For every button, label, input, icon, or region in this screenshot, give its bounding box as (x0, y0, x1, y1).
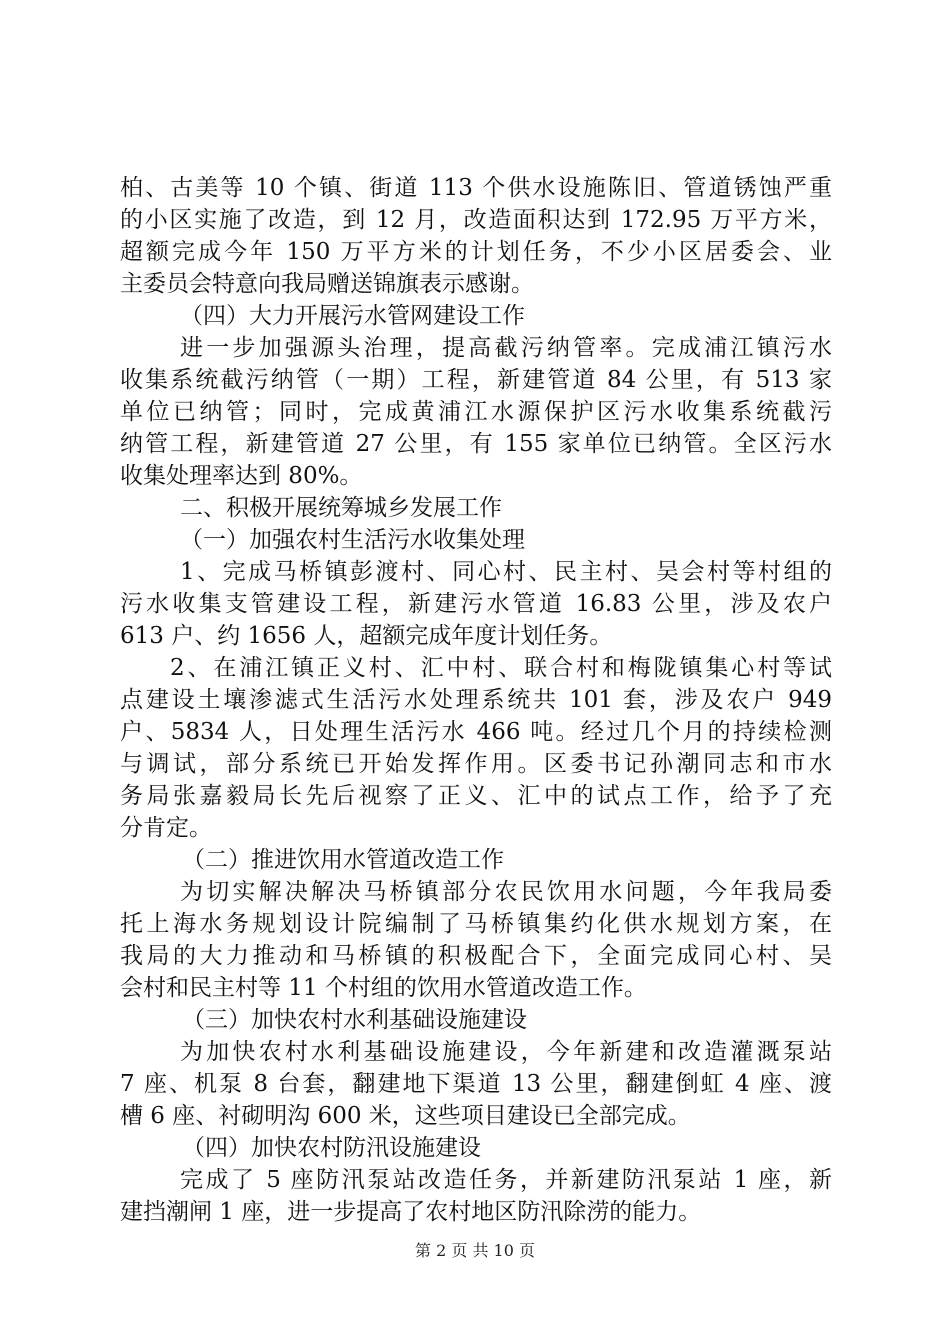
text-line: 为切实解决解决马桥镇部分农民饮用水问题，今年我局委 (180, 879, 832, 905)
text-line: 我局的大力推动和马桥镇的积极配合下，全面完成同心村、吴 (120, 943, 832, 969)
text-line: 会村和民主村等 11 个村组的饮用水管道改造工作。 (120, 975, 647, 1001)
text-line: 户、5834 人，日处理生活污水 466 吨。经过几个月的持续检测 (120, 719, 832, 745)
document-body (120, 172, 832, 1228)
text-line: 进一步加强源头治理，提高截污纳管率。完成浦江镇污水 (180, 335, 832, 361)
text-line: 建挡潮闸 1 座，进一步提高了农村地区防汛除涝的能力。 (120, 1199, 702, 1225)
text-line: 分肯定。 (120, 815, 212, 841)
text-line: 2、在浦江镇正义村、汇中村、联合村和梅陇镇集心村等试 (170, 655, 832, 681)
section-heading: （二）推进饮用水管道改造工作 (182, 847, 504, 873)
text-line: 收集处理率达到 80%。 (120, 463, 363, 489)
text-line: 613 户、约 1656 人，超额完成年度计划任务。 (120, 623, 613, 649)
section-heading: 二、积极开展统筹城乡发展工作 (180, 495, 502, 521)
text-line: 收集系统截污纳管（一期）工程，新建管道 84 公里，有 513 家 (120, 367, 832, 393)
section-heading: （四）大力开展污水管网建设工作 (180, 303, 525, 329)
text-line: 托上海水务规划设计院编制了马桥镇集约化供水规划方案，在 (120, 911, 832, 937)
text-line: 单位已纳管；同时，完成黄浦江水源保护区污水收集系统截污 (120, 399, 832, 425)
text-line: 的小区实施了改造，到 12 月，改造面积达到 172.95 万平方米， (120, 207, 832, 233)
text-line: 与调试，部分系统已开始发挥作用。区委书记孙潮同志和市水 (120, 751, 832, 777)
text-line: 纳管工程，新建管道 27 公里，有 155 家单位已纳管。全区污水 (120, 431, 832, 457)
text-line: 点建设土壤渗滤式生活污水处理系统共 101 套，涉及农户 949 (120, 687, 832, 713)
section-heading: （四）加快农村防汛设施建设 (182, 1135, 481, 1161)
text-line: 主委员会特意向我局赠送锦旗表示感谢。 (120, 271, 534, 297)
text-line: 1、完成马桥镇彭渡村、同心村、民主村、吴会村等村组的 (180, 559, 832, 585)
text-line: 槽 6 座、衬砌明沟 600 米，这些项目建设已全部完成。 (120, 1103, 691, 1129)
text-line: 完成了 5 座防汛泵站改造任务，并新建防汛泵站 1 座，新 (180, 1167, 832, 1193)
text-line: 7 座、机泵 8 台套，翻建地下渠道 13 公里，翻建倒虹 4 座、渡 (120, 1071, 832, 1097)
text-line: 污水收集支管建设工程，新建污水管道 16.83 公里，涉及农户 (120, 591, 832, 617)
section-heading: （一）加强农村生活污水收集处理 (180, 527, 525, 553)
text-line: 为加快农村水利基础设施建设，今年新建和改造灌溉泵站 (180, 1039, 832, 1065)
section-heading: （三）加快农村水利基础设施建设 (182, 1007, 527, 1033)
page-footer: 第 2 页 共 10 页 (415, 1241, 535, 1260)
text-line: 柏、古美等 10 个镇、街道 113 个供水设施陈旧、管道锈蚀严重 (120, 175, 832, 201)
text-line: 超额完成今年 150 万平方米的计划任务，不少小区居委会、业 (120, 239, 832, 265)
text-line: 务局张嘉毅局长先后视察了正义、汇中的试点工作，给予了充 (120, 783, 832, 809)
